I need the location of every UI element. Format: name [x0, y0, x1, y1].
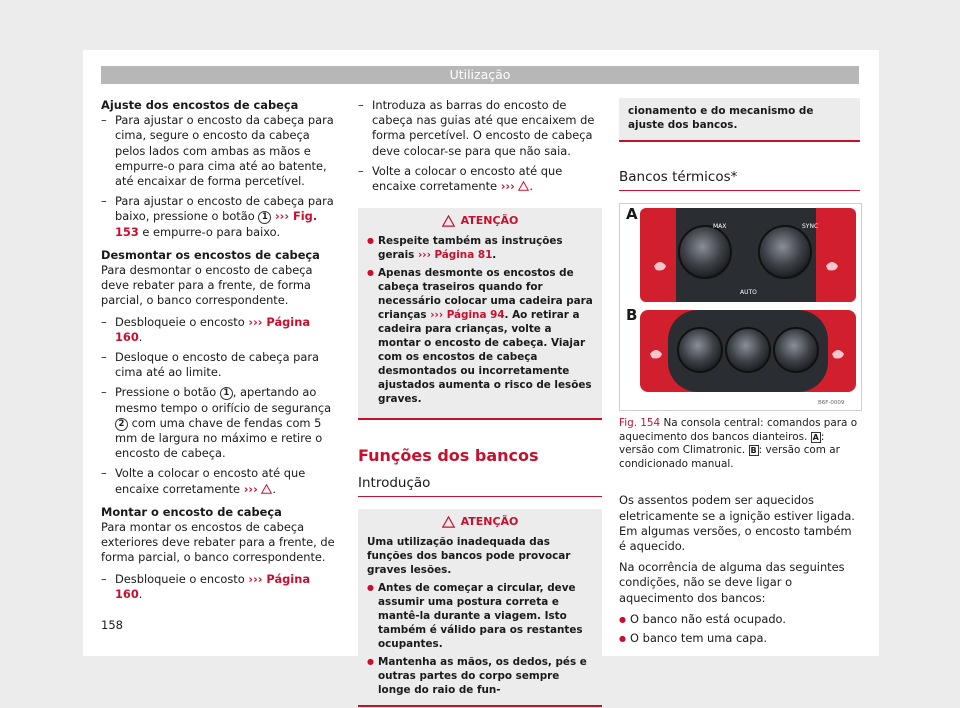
list-item: – Para ajustar o encosto de cabeça para baixo, pressione o botão 1 ››› Fig. 153 e empurre-o para baixo.: [101, 194, 341, 240]
paragraph: Na ocorrência de alguma das seguintes condições, não se deve ligar o aquecimento dos bancos:: [619, 560, 845, 605]
warning-link[interactable]: ›››: [243, 481, 258, 496]
heading-adjust: Ajuste dos encostos de cabeça: [101, 98, 299, 112]
warning-intro: Uma utilização inadequada das funções dos bancos pode provocar graves lesões.: [367, 536, 571, 577]
paragraph: Para desmontar o encosto de cabeça deve rebater para a frente, de forma parcial, o banco correspondente.: [101, 263, 313, 308]
list-item: – Volte a colocar o encosto até que encaixe corretamente ››› .: [358, 164, 602, 194]
chapter-header: Utilização: [101, 66, 859, 84]
page-link[interactable]: ››› Página 81: [418, 249, 493, 262]
column-left: [101, 98, 341, 607]
warning-bullet: ● Antes de começar a circular, deve assumir uma postura correta e mantê-la durante a viagem. Isto também é válido para os restantes ocupantes.: [367, 581, 593, 651]
warning-link[interactable]: ›››: [500, 179, 515, 194]
column-middle: [358, 98, 602, 707]
warning-bullet: ● Respeite também as instruções gerais ››› Página 81.: [367, 234, 593, 262]
figure-label-b: B: [626, 306, 638, 324]
subsection-title: Bancos térmicos*: [619, 168, 860, 191]
warning-triangle-icon: [442, 516, 455, 528]
callout-number: 2: [115, 418, 128, 431]
heading-mount: Montar o encosto de cabeça: [101, 504, 282, 519]
section-title: Funções dos bancos: [358, 446, 539, 466]
list-item: – Volte a colocar o encosto até que encaixe corretamente ››› .: [101, 466, 341, 496]
paragraph: Para montar os encostos de cabeça exteriores deve rebater para a frente, de forma parcial, o banco correspondente.: [101, 520, 335, 565]
figure-label-a: A: [626, 205, 638, 223]
list-item: ● O banco não está ocupado.: [619, 612, 860, 627]
callout-number: 1: [258, 211, 271, 224]
figure-caption: Fig. 154 Na consola central: comandos para o aquecimento dos bancos dianteiros. A : versão com Climatronic. B : versão com ar condicionado manual.: [619, 417, 858, 470]
callout-number: 1: [220, 387, 233, 400]
page-link[interactable]: ››› Página 160: [115, 314, 311, 344]
heading-remove: Desmontar os encostos de cabeça: [101, 247, 320, 262]
figure-code: B6F-0009: [818, 400, 845, 406]
page-link[interactable]: ››› Página 94: [430, 309, 505, 322]
warning-box: [358, 509, 602, 707]
heated-seat-controls-illustration: [620, 204, 861, 410]
warning-triangle-icon: [261, 484, 272, 494]
warning-bullet: ● Apenas desmonte os encostos de cabeça traseiros quando for necessário colocar uma cadeira para crianças ››› Página 94. Ao retirar a cadeira para crianças, volte a montar o encosto de cabeça. Viajar com os encostos de cabeça desmontados ou incorretamente ajustados aumenta o risco de lesões graves.: [367, 266, 593, 406]
page-link[interactable]: ››› Página 160: [115, 571, 311, 601]
warning-box: [358, 208, 602, 420]
list-item: – Introduza as barras do encosto de cabeça nas guias até que encaixem de forma percetível. O encosto de cabeça deve colocar-se para que não saia.: [358, 98, 602, 159]
paragraph: Os assentos podem ser aquecidos eletricamente se a ignição estiver ligada. Em algumas versões, o encosto também é aquecido.: [619, 493, 855, 553]
figure-link[interactable]: ››› Fig. 153: [115, 209, 318, 239]
sync-label: SYNC: [802, 223, 819, 230]
list-item: ● O banco tem uma capa.: [619, 631, 860, 646]
max-label: MAX: [713, 223, 727, 230]
page-number: 158: [101, 618, 123, 632]
warning-bullet: ● Mantenha as mãos, os dedos, pés e outras partes do corpo sempre longe do raio de fun-: [367, 655, 593, 697]
warning-triangle-icon: [442, 215, 455, 227]
auto-label: AUTO: [740, 289, 757, 296]
warning-triangle-icon: [518, 181, 529, 191]
list-item: – Pressione o botão 1 , apertando ao mesmo tempo o orifício de segurança 2 com uma chave de fendas com 5 mm de largura no máximo e retire o encosto de cabeça.: [101, 385, 341, 461]
list-item: – Desbloqueie o encosto ››› Página 160.: [101, 572, 341, 602]
list-item: – Para ajustar o encosto da cabeça para cima, segure o encosto da cabeça pelos lados com ambas as mãos e empurre-o para cima até ao batente, até encaixar de forma percetível.: [101, 113, 341, 189]
warning-title: ATENÇÃO: [367, 214, 593, 228]
warning-title: ATENÇÃO: [367, 515, 593, 529]
list-item: – Desloque o encosto de cabeça para cima até ao limite.: [101, 350, 341, 380]
list-item: – Desbloqueie o encosto ››› Página 160.: [101, 315, 341, 345]
column-right: [619, 98, 860, 650]
subsection-title: Introdução: [358, 474, 602, 497]
warning-box-continued: cionamento e do mecanismo de ajuste dos bancos.: [619, 98, 860, 142]
figure-154: [619, 203, 862, 411]
